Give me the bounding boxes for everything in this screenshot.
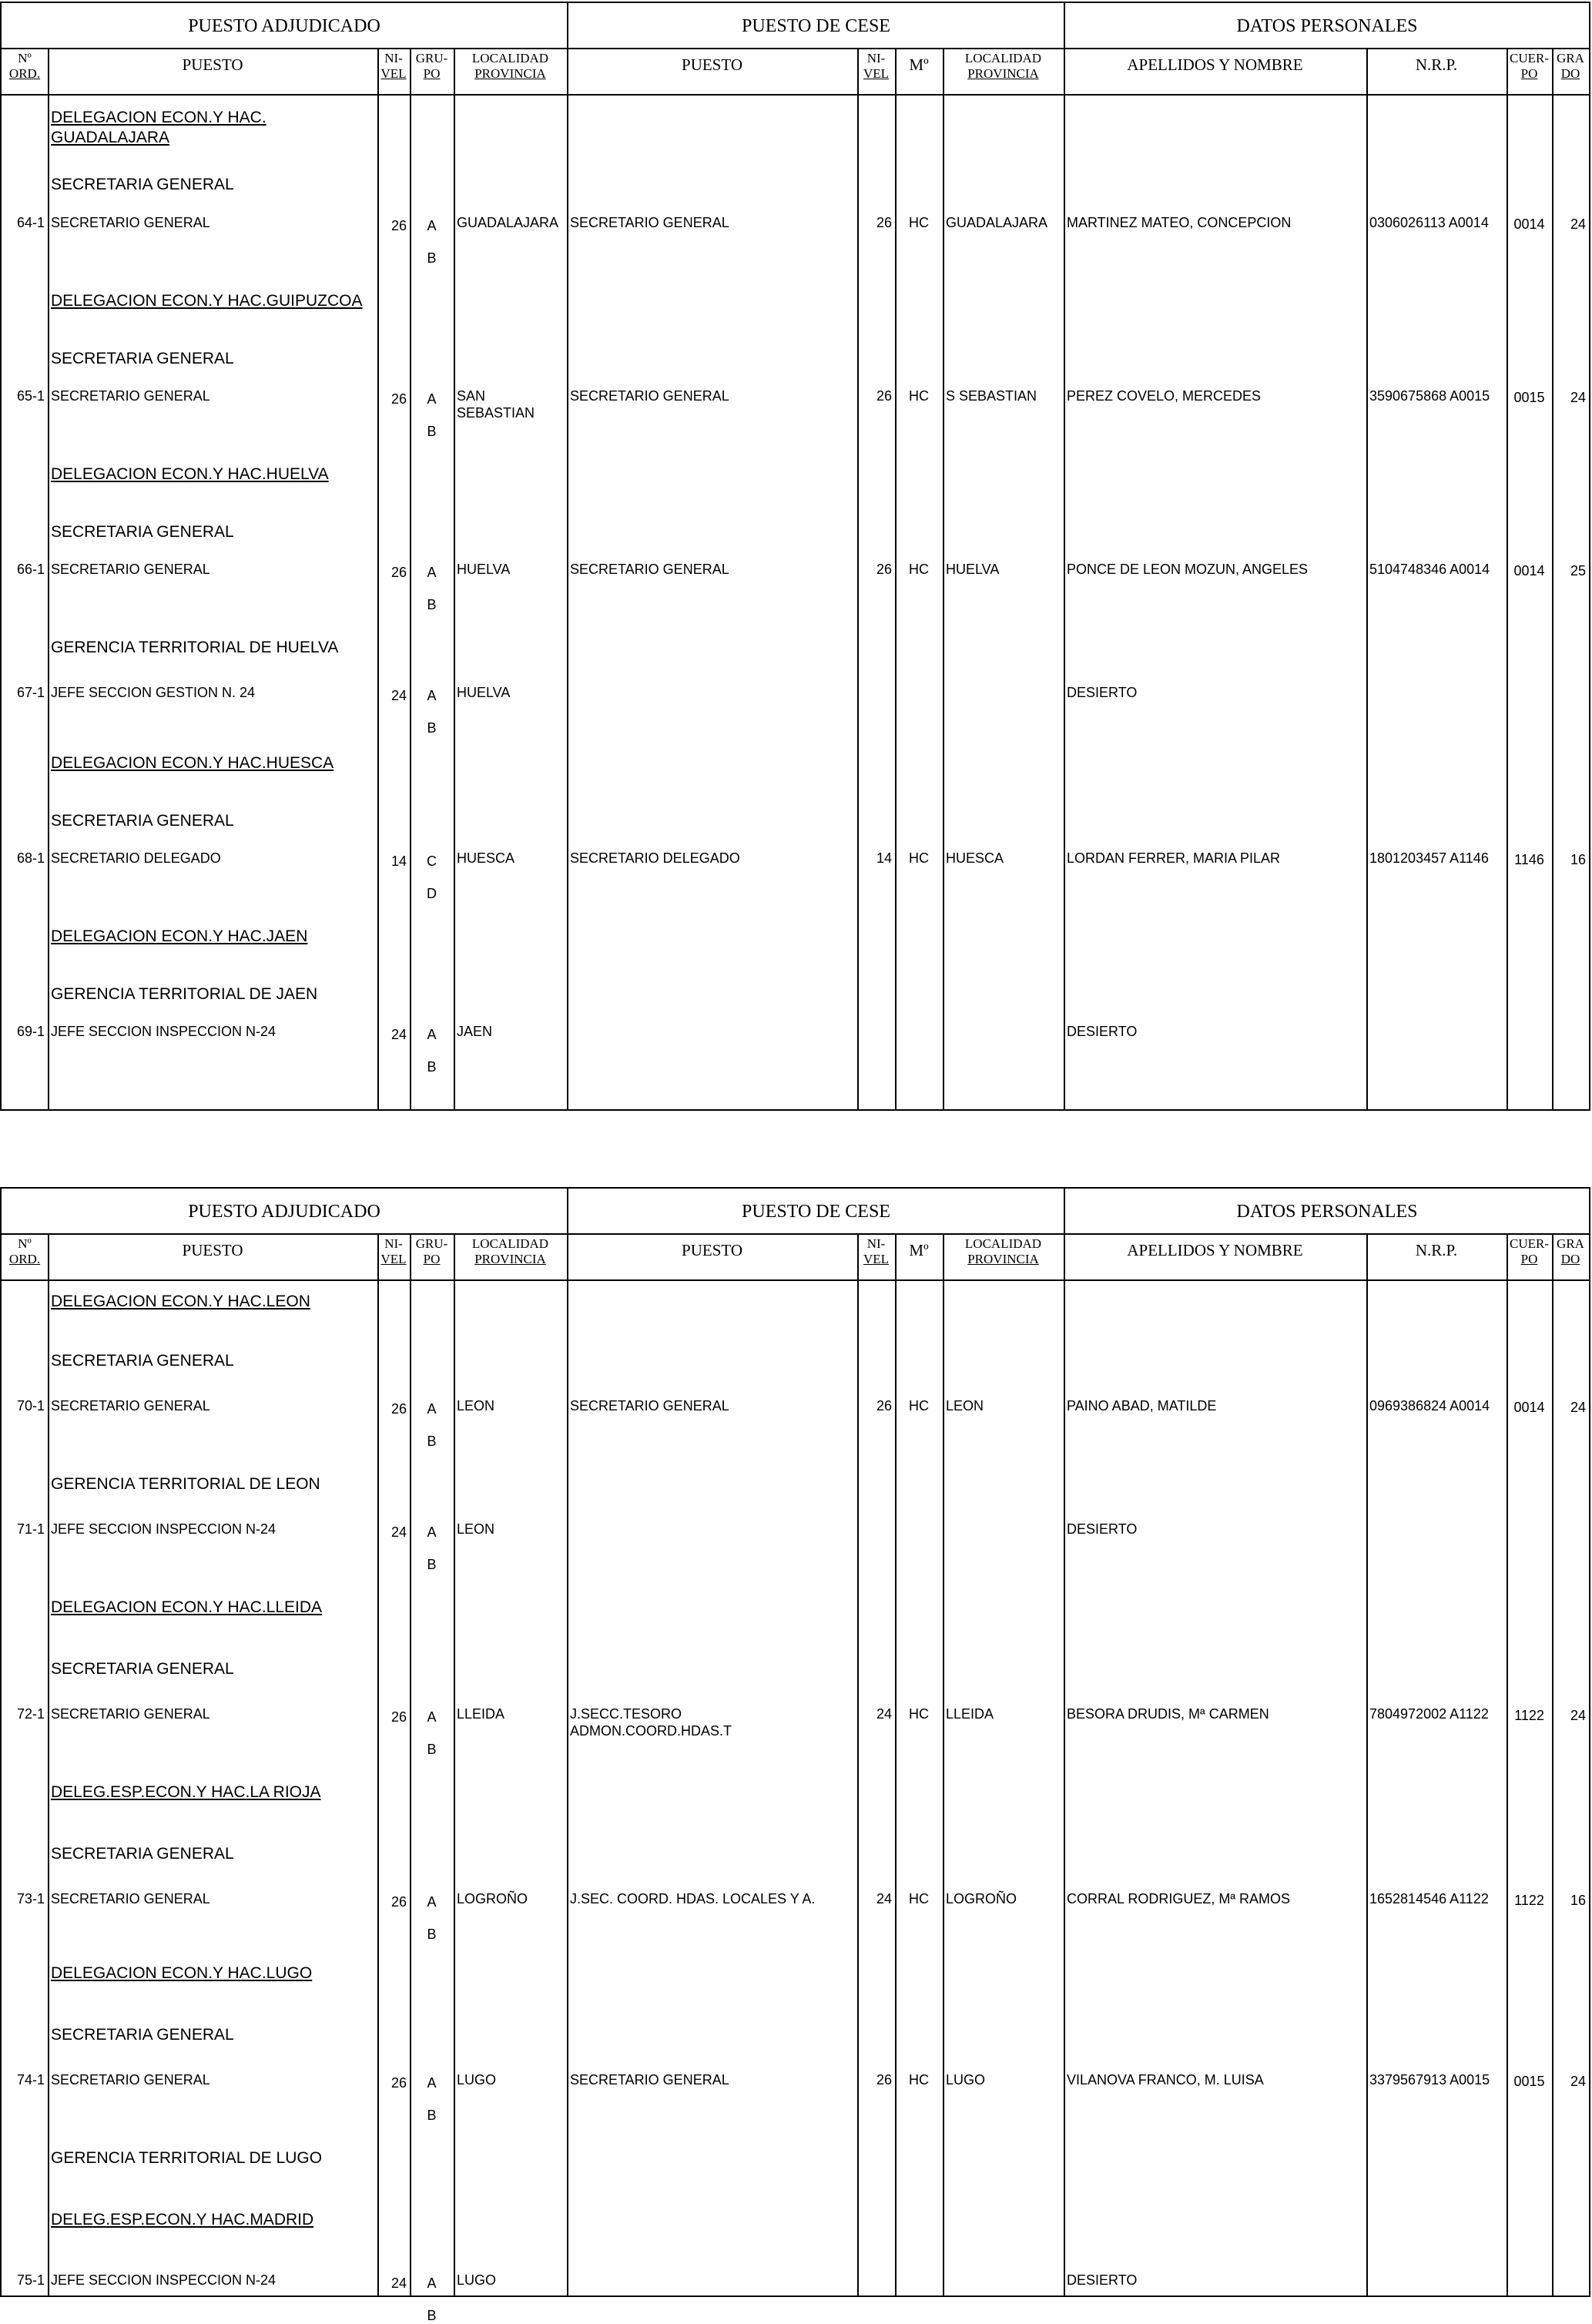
row-grupo: A xyxy=(427,688,437,703)
col-header-nivel-line: VEL xyxy=(380,1252,407,1266)
col-header-localidad-line: PROVINCIA xyxy=(474,66,546,81)
row-grupo: B xyxy=(427,1557,437,1572)
unit-heading: GERENCIA TERRITORIAL DE LEON xyxy=(51,1475,320,1493)
column-divider xyxy=(377,1235,379,2295)
row-cese-nivel: 26 xyxy=(876,215,892,230)
unit-heading: DELEGACION ECON.Y HAC.LEON xyxy=(51,1293,310,1310)
col-header-n-ord-line: ORD. xyxy=(8,66,41,81)
unit-heading: SECRETARIA GENERAL xyxy=(51,1845,234,1863)
row-puesto: SECRETARIO GENERAL xyxy=(51,1398,210,1414)
row-n-ord: 70-1 xyxy=(16,1398,45,1414)
col-header-n-ord-line: Nº xyxy=(18,51,32,65)
row-nrp: 0306026113 A0014 xyxy=(1369,215,1489,230)
column-divider xyxy=(943,1235,944,2295)
row-nrp: 5104748346 A0014 xyxy=(1369,562,1490,577)
col-header-nrp: N.R.P. xyxy=(1415,55,1458,74)
row-cuerpo: 1122 xyxy=(1514,1893,1544,1908)
column-divider xyxy=(857,1235,859,2295)
col-header-localidad xyxy=(454,51,567,94)
table-2 xyxy=(0,1187,1590,2323)
column-divider xyxy=(1064,1189,1065,2295)
row-n-ord: 67-1 xyxy=(16,685,45,700)
unit-heading: SECRETARIA GENERAL xyxy=(51,176,234,193)
column-divider xyxy=(1366,49,1368,1109)
row-grado: 24 xyxy=(1570,1400,1586,1415)
row-cuerpo: 1122 xyxy=(1514,1708,1544,1723)
column-divider xyxy=(895,49,897,1109)
row-cuerpo: 0014 xyxy=(1513,216,1545,232)
col-header-grupo-line: GRU- xyxy=(415,51,448,65)
row-localidad: SEBASTIAN xyxy=(457,405,535,421)
section-header-cese: PUESTO DE CESE xyxy=(742,15,890,36)
col-header-cuerpo-line: CUER- xyxy=(1510,1236,1549,1251)
row-localidad: LEON xyxy=(457,1521,495,1537)
row-puesto: JEFE SECCION INSPECCION N-24 xyxy=(51,1521,277,1537)
row-cese-puesto: SECRETARIO DELEGADO xyxy=(570,850,740,866)
row-n-ord: 75-1 xyxy=(16,2272,45,2288)
column-divider xyxy=(943,49,944,1109)
row-grupo: A xyxy=(427,391,437,407)
col-header-n-ord xyxy=(2,51,48,94)
row-puesto: SECRETARIO DELEGADO xyxy=(51,850,221,866)
row-grado: 25 xyxy=(1570,563,1586,578)
row-puesto: JEFE SECCION INSPECCION N-24 xyxy=(51,1024,277,1039)
row-apellidos-nombre: DESIERTO xyxy=(1067,1024,1138,1039)
row-grupo: B xyxy=(427,720,437,736)
row-cese-nivel: 26 xyxy=(876,2072,892,2088)
col-header-localidad-line: LOCALIDAD xyxy=(471,51,549,65)
column-divider xyxy=(1507,1235,1508,2295)
row-grupo: B xyxy=(427,424,437,439)
col-header-cese-localidad-line: PROVINCIA xyxy=(967,66,1039,81)
unit-heading: SECRETARIA GENERAL xyxy=(51,2026,234,2044)
row-apellidos-nombre: LORDAN FERRER, MARIA PILAR xyxy=(1067,850,1281,866)
row-cese-puesto: SECRETARIO GENERAL xyxy=(570,562,729,577)
unit-heading-line: DELEGACION ECON.Y HAC. xyxy=(51,109,266,126)
col-header-cese-nivel-line: NI- xyxy=(866,1236,886,1251)
row-apellidos-nombre: DESIERTO xyxy=(1067,2272,1138,2288)
col-header-cese-localidad xyxy=(943,1236,1064,1279)
row-nivel: 24 xyxy=(390,1524,407,1540)
row-localidad: JAEN xyxy=(457,1024,493,1039)
row-cese-localidad: HUESCA xyxy=(946,850,1004,866)
col-header-apellidos: APELLIDOS Y NOMBRE xyxy=(1127,1241,1303,1259)
row-cese-nivel: 26 xyxy=(876,562,892,577)
row-nivel: 24 xyxy=(390,688,407,703)
row-grupo: A xyxy=(427,1894,437,1910)
row-localidad: GUADALAJARA xyxy=(457,215,559,230)
row-cese-nivel: 24 xyxy=(876,1891,892,1906)
row-ministerio: HC xyxy=(909,388,929,404)
row-apellidos-nombre: DESIERTO xyxy=(1067,685,1138,700)
row-nrp: 3379567913 A0015 xyxy=(1369,2072,1490,2088)
row-nrp: 0969386824 A0014 xyxy=(1369,1398,1490,1414)
row-localidad: HUELVA xyxy=(457,685,511,700)
row-localidad: LOGROÑO xyxy=(457,1891,528,1906)
row-localidad: HUESCA xyxy=(457,850,515,866)
row-puesto: SECRETARIO GENERAL xyxy=(51,1706,210,1722)
col-header-grado-line: GRA xyxy=(1557,51,1584,65)
col-header-grupo xyxy=(410,51,454,94)
row-apellidos-nombre: PONCE DE LEON MOZUN, ANGELES xyxy=(1067,562,1309,577)
row-grado: 16 xyxy=(1570,1893,1586,1908)
column-divider xyxy=(410,49,411,1109)
col-header-grupo-line: PO xyxy=(423,66,441,81)
row-cese-puesto: SECRETARIO GENERAL xyxy=(570,215,729,230)
col-header-grado-line: DO xyxy=(1560,1252,1580,1266)
row-grupo: A xyxy=(427,1401,437,1417)
col-header-cese-nivel xyxy=(857,51,895,94)
col-header-n-ord-line: Nº xyxy=(18,1236,32,1251)
unit-heading: DELEGACION ECON.Y HAC.LLEIDA xyxy=(51,1598,323,1616)
row-puesto: SECRETARIO GENERAL xyxy=(51,215,210,230)
row-apellidos-nombre: DESIERTO xyxy=(1067,1521,1138,1537)
row-nivel: 26 xyxy=(390,1401,407,1417)
col-header-nivel-line: NI- xyxy=(384,51,403,65)
column-divider xyxy=(1552,1235,1553,2295)
row-grupo: B xyxy=(427,2108,437,2123)
col-header-cese-puesto: PUESTO xyxy=(682,1241,742,1259)
row-localidad: HUELVA xyxy=(457,562,511,577)
unit-heading: DELEGACION ECON.Y HAC.HUESCA xyxy=(51,754,334,772)
col-header-cuerpo-line: PO xyxy=(1520,1252,1538,1266)
row-n-ord: 65-1 xyxy=(16,388,45,404)
table-1 xyxy=(0,2,1590,1111)
row-cuerpo: 0015 xyxy=(1513,390,1545,405)
row-nivel: 26 xyxy=(390,218,407,233)
row-grupo: B xyxy=(427,1742,437,1757)
row-puesto: SECRETARIO GENERAL xyxy=(51,388,210,404)
row-grupo: B xyxy=(427,1434,437,1449)
row-cese-localidad: GUADALAJARA xyxy=(946,215,1048,230)
column-divider xyxy=(857,49,859,1109)
col-header-ministerio: Mº xyxy=(909,55,929,74)
row-nivel: 24 xyxy=(390,1027,407,1042)
unit-heading: GERENCIA TERRITORIAL DE LUGO xyxy=(51,2149,323,2167)
unit-heading: DELEGACION ECON.Y HAC.LUGO xyxy=(51,1964,313,1982)
col-header-cese-nivel-line: NI- xyxy=(866,51,886,65)
unit-heading-line: GUADALAJARA xyxy=(51,129,170,146)
row-n-ord: 68-1 xyxy=(16,850,45,866)
row-cese-puesto: J.SECC.TESORO xyxy=(570,1706,682,1722)
col-header-grado xyxy=(1552,1236,1589,1279)
unit-heading: GERENCIA TERRITORIAL DE HUELVA xyxy=(51,639,339,656)
unit-heading: SECRETARIA GENERAL xyxy=(51,812,234,830)
row-grupo: A xyxy=(427,218,437,233)
col-header-cese-puesto: PUESTO xyxy=(682,55,742,74)
row-puesto: JEFE SECCION INSPECCION N-24 xyxy=(51,2272,277,2288)
section-header-personales: DATOS PERSONALES xyxy=(1236,15,1418,36)
row-cese-localidad: HUELVA xyxy=(946,562,1000,577)
col-header-cuerpo xyxy=(1507,51,1552,94)
column-divider xyxy=(895,1235,897,2295)
col-header-puesto: PUESTO xyxy=(182,55,243,74)
row-cese-nivel: 24 xyxy=(876,1706,892,1722)
row-grado: 24 xyxy=(1570,2074,1586,2089)
unit-heading: DELEG.ESP.ECON.Y HAC.LA RIOJA xyxy=(51,1783,321,1801)
col-header-apellidos: APELLIDOS Y NOMBRE xyxy=(1127,55,1303,74)
row-grado: 24 xyxy=(1570,1708,1586,1723)
column-divider xyxy=(48,49,49,1109)
column-divider xyxy=(1064,3,1065,1109)
col-header-nivel-line: NI- xyxy=(384,1236,403,1251)
row-nivel: 26 xyxy=(390,1894,407,1910)
column-divider xyxy=(1507,49,1508,1109)
unit-heading: GERENCIA TERRITORIAL DE JAEN xyxy=(51,985,318,1003)
col-header-n-ord-line: ORD. xyxy=(8,1252,41,1266)
row-cese-nivel: 26 xyxy=(876,388,892,404)
unit-heading: SECRETARIA GENERAL xyxy=(51,1352,234,1370)
row-grupo: A xyxy=(427,1027,437,1042)
row-grupo: C xyxy=(427,853,437,869)
row-cese-localidad: LLEIDA xyxy=(946,1706,994,1722)
row-apellidos-nombre: PEREZ COVELO, MERCEDES xyxy=(1067,388,1262,404)
row-grupo: B xyxy=(427,597,437,612)
row-grupo: A xyxy=(427,1524,437,1540)
unit-heading: DELEGACION ECON.Y HAC.JAEN xyxy=(51,927,308,945)
row-nivel: 26 xyxy=(390,2075,407,2091)
row-nivel: 26 xyxy=(390,1709,407,1725)
unit-heading: SECRETARIA GENERAL xyxy=(51,1660,234,1678)
row-localidad: LEON xyxy=(457,1398,495,1414)
col-header-localidad-line: LOCALIDAD xyxy=(471,1236,549,1251)
row-cese-puesto: J.SEC. COORD. HDAS. LOCALES Y A. xyxy=(570,1891,816,1906)
row-n-ord: 69-1 xyxy=(16,1024,45,1039)
row-grupo: A xyxy=(427,2275,437,2291)
row-cese-localidad: S SEBASTIAN xyxy=(946,388,1037,404)
row-localidad: LLEIDA xyxy=(457,1706,505,1722)
row-nrp: 3590675868 A0015 xyxy=(1369,388,1490,404)
row-n-ord: 72-1 xyxy=(16,1706,45,1722)
row-puesto: SECRETARIO GENERAL xyxy=(51,562,210,577)
section-header-cese: PUESTO DE CESE xyxy=(742,1201,890,1222)
row-cese-puesto: ADMON.COORD.HDAS.T xyxy=(570,1723,732,1739)
row-grupo: B xyxy=(427,250,437,266)
row-apellidos-nombre: CORRAL RODRIGUEZ, Mª RAMOS xyxy=(1067,1891,1291,1906)
row-apellidos-nombre: MARTINEZ MATEO, CONCEPCION xyxy=(1067,215,1292,230)
row-ministerio: HC xyxy=(909,1891,929,1906)
column-divider xyxy=(454,49,455,1109)
section-header-adjudicado: PUESTO ADJUDICADO xyxy=(188,1201,380,1222)
row-cese-nivel: 14 xyxy=(876,850,892,866)
row-grupo: D xyxy=(427,886,437,901)
unit-heading: SECRETARIA GENERAL xyxy=(51,350,234,367)
row-cese-puesto: SECRETARIO GENERAL xyxy=(570,2072,729,2088)
row-nivel: 26 xyxy=(390,391,407,407)
row-ministerio: HC xyxy=(909,1398,929,1414)
row-cuerpo: 1146 xyxy=(1514,852,1544,867)
col-header-cese-localidad-line: LOCALIDAD xyxy=(964,51,1042,65)
row-grado: 24 xyxy=(1570,216,1586,232)
row-cese-nivel: 26 xyxy=(876,1398,892,1414)
row-localidad: LUGO xyxy=(457,2072,497,2088)
row-apellidos-nombre: BESORA DRUDIS, Mª CARMEN xyxy=(1067,1706,1269,1722)
col-header-grado xyxy=(1552,51,1589,94)
row-grupo: A xyxy=(427,1709,437,1725)
section-header-adjudicado: PUESTO ADJUDICADO xyxy=(188,15,380,36)
col-header-cese-nivel xyxy=(857,1236,895,1279)
column-divider xyxy=(454,1235,455,2295)
col-header-nivel xyxy=(377,51,410,94)
col-header-cese-nivel-line: VEL xyxy=(863,1252,890,1266)
row-apellidos-nombre: PAINO ABAD, MATILDE xyxy=(1067,1398,1217,1414)
row-ministerio: HC xyxy=(909,2072,929,2088)
col-header-cuerpo xyxy=(1507,1236,1552,1279)
row-localidad: SAN xyxy=(457,388,486,404)
col-header-cese-nivel-line: VEL xyxy=(863,66,890,81)
row-grupo: A xyxy=(427,2075,437,2091)
column-divider xyxy=(377,49,379,1109)
row-cese-puesto: SECRETARIO GENERAL xyxy=(570,1398,729,1414)
row-puesto: SECRETARIO GENERAL xyxy=(51,1891,210,1906)
row-cuerpo: 0015 xyxy=(1513,2074,1545,2089)
row-grupo: B xyxy=(427,1059,437,1075)
col-header-localidad-line: PROVINCIA xyxy=(474,1252,546,1266)
row-localidad: LUGO xyxy=(457,2272,497,2288)
row-n-ord: 64-1 xyxy=(16,215,45,230)
column-divider xyxy=(1366,1235,1368,2295)
col-header-grupo-line: GRU- xyxy=(415,1236,448,1251)
col-header-grupo xyxy=(410,1236,454,1279)
row-cuerpo: 0014 xyxy=(1513,563,1545,578)
row-nrp: 1801203457 A1146 xyxy=(1369,850,1489,866)
col-header-cese-localidad-line: PROVINCIA xyxy=(967,1252,1039,1266)
section-header-personales: DATOS PERSONALES xyxy=(1236,1201,1418,1222)
col-header-grado-line: GRA xyxy=(1557,1236,1584,1251)
row-puesto: SECRETARIO GENERAL xyxy=(51,2072,210,2088)
col-header-cese-localidad xyxy=(943,51,1064,94)
unit-heading: DELEGACION ECON.Y HAC.GUIPUZCOA xyxy=(51,292,363,310)
row-grado: 24 xyxy=(1570,390,1586,405)
row-grupo: B xyxy=(427,1927,437,1942)
row-cese-localidad: LEON xyxy=(946,1398,984,1414)
column-divider xyxy=(567,3,568,1109)
row-cese-localidad: LUGO xyxy=(946,2072,986,2088)
row-cuerpo: 0014 xyxy=(1513,1400,1545,1415)
row-grupo: A xyxy=(427,565,437,580)
col-header-grupo-line: PO xyxy=(423,1252,441,1266)
unit-heading xyxy=(51,108,374,148)
row-n-ord: 73-1 xyxy=(16,1891,45,1906)
row-puesto: JEFE SECCION GESTION N. 24 xyxy=(51,685,256,700)
column-divider xyxy=(410,1235,411,2295)
row-n-ord: 66-1 xyxy=(16,562,45,577)
column-divider xyxy=(567,1189,568,2295)
col-header-puesto: PUESTO xyxy=(182,1241,243,1259)
col-header-nivel xyxy=(377,1236,410,1279)
col-header-nivel-line: VEL xyxy=(380,66,407,81)
row-cese-puesto: SECRETARIO GENERAL xyxy=(570,388,729,404)
col-header-cuerpo-line: PO xyxy=(1520,66,1538,81)
col-header-nrp: N.R.P. xyxy=(1415,1241,1458,1259)
row-nrp: 7804972002 A1122 xyxy=(1369,1706,1489,1722)
row-cese-localidad: LOGROÑO xyxy=(946,1891,1017,1906)
column-divider xyxy=(1552,49,1553,1109)
row-ministerio: HC xyxy=(909,1706,929,1722)
row-ministerio: HC xyxy=(909,562,929,577)
column-divider xyxy=(48,1235,49,2295)
row-ministerio: HC xyxy=(909,850,929,866)
row-apellidos-nombre: VILANOVA FRANCO, M. LUISA xyxy=(1067,2072,1264,2088)
col-header-ministerio: Mº xyxy=(909,1241,929,1259)
row-ministerio: HC xyxy=(909,215,929,230)
row-nrp: 1652814546 A1122 xyxy=(1369,1891,1489,1906)
row-nivel: 14 xyxy=(390,853,407,869)
row-nivel: 26 xyxy=(390,565,407,580)
row-grupo: B xyxy=(427,2308,437,2323)
row-n-ord: 71-1 xyxy=(16,1521,45,1537)
col-header-n-ord xyxy=(2,1236,48,1279)
row-nivel: 24 xyxy=(390,2275,407,2291)
unit-heading: DELEG.ESP.ECON.Y HAC.MADRID xyxy=(51,2211,314,2228)
col-header-grado-line: DO xyxy=(1560,66,1580,81)
unit-heading: DELEGACION ECON.Y HAC.HUELVA xyxy=(51,465,329,483)
col-header-cese-localidad-line: LOCALIDAD xyxy=(964,1236,1042,1251)
row-grado: 16 xyxy=(1570,852,1586,867)
col-header-cuerpo-line: CUER- xyxy=(1510,51,1549,65)
col-header-localidad xyxy=(454,1236,567,1279)
unit-heading: SECRETARIA GENERAL xyxy=(51,523,234,541)
row-n-ord: 74-1 xyxy=(16,2072,45,2088)
